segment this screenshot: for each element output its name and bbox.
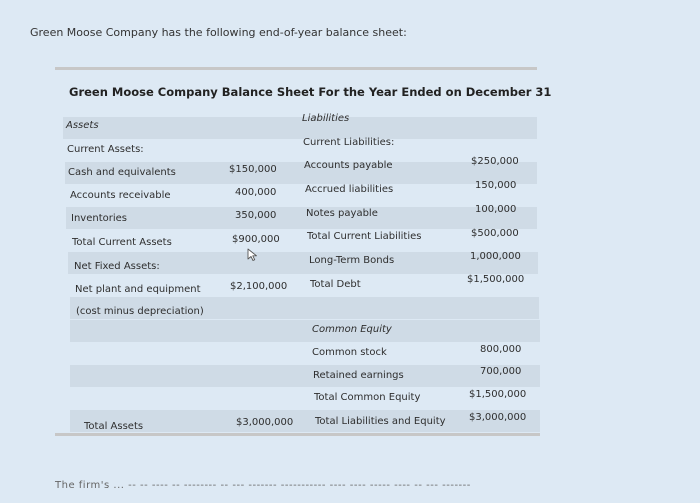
row-stripe [70, 320, 540, 342]
liability-label: Long-Term Bonds [309, 255, 395, 266]
asset-label: Total Assets [84, 421, 144, 432]
equity-value: 800,000 [480, 344, 522, 355]
liability-value: 1,000,000 [470, 251, 521, 262]
asset-value: 350,000 [235, 210, 277, 221]
liability-label: Total Debt [310, 279, 361, 290]
liability-label: Total Current Liabilities [307, 231, 422, 242]
asset-label: Current Assets: [67, 144, 144, 155]
asset-label: Inventories [71, 213, 127, 224]
asset-value: $150,000 [229, 164, 277, 175]
liability-value: $250,000 [471, 156, 519, 167]
row-stripe [66, 207, 537, 229]
top-divider [55, 67, 537, 70]
bottom-divider [55, 433, 540, 436]
asset-label: Cash and equivalents [68, 167, 176, 178]
equity-heading: Common Equity [312, 324, 392, 335]
liability-value: 150,000 [475, 180, 517, 191]
liability-label: Accrued liabilities [305, 184, 394, 195]
liability-value: $500,000 [471, 228, 519, 239]
asset-value: $3,000,000 [236, 417, 294, 428]
asset-label: Total Current Assets [72, 237, 172, 248]
intro-text: Green Moose Company has the following end-of-year balance sheet: [30, 26, 407, 39]
cut-off-line: The firm's ... -- -- ---- -- -------- -- --- ------- ----------- ---- ---- ----- ---- -- --- ------- [55, 480, 471, 491]
row-stripe [70, 365, 540, 387]
balance-sheet-title: Green Moose Company Balance Sheet For the Year Ended on December 31 [69, 85, 552, 99]
equity-label: Total Common Equity [314, 392, 421, 403]
row-stripe [63, 117, 537, 139]
equity-value: $1,500,000 [469, 389, 527, 400]
asset-value: $900,000 [232, 234, 280, 245]
liability-label: Notes payable [306, 208, 378, 219]
liabilities-heading: Liabilities [302, 113, 350, 124]
asset-value: $2,100,000 [230, 281, 288, 292]
equity-label: Common stock [312, 347, 387, 358]
liability-label: Current Liabilities: [303, 137, 395, 148]
liability-label: Accounts payable [304, 160, 393, 171]
assets-heading: Assets [66, 120, 99, 131]
total-liabilities-equity-value: $3,000,000 [469, 412, 527, 423]
asset-label: (cost minus depreciation) [76, 306, 204, 317]
cut-off-text [55, 480, 700, 503]
asset-label: Net Fixed Assets: [74, 261, 160, 272]
mouse-cursor-icon [246, 248, 260, 262]
asset-value: 400,000 [235, 187, 277, 198]
total-liabilities-equity-label: Total Liabilities and Equity [315, 416, 446, 427]
equity-value: 700,000 [480, 366, 522, 377]
equity-label: Retained earnings [313, 370, 404, 381]
asset-label: Accounts receivable [70, 190, 171, 201]
liability-value: 100,000 [475, 204, 517, 215]
liability-value: $1,500,000 [467, 274, 525, 285]
asset-label: Net plant and equipment [75, 284, 201, 295]
